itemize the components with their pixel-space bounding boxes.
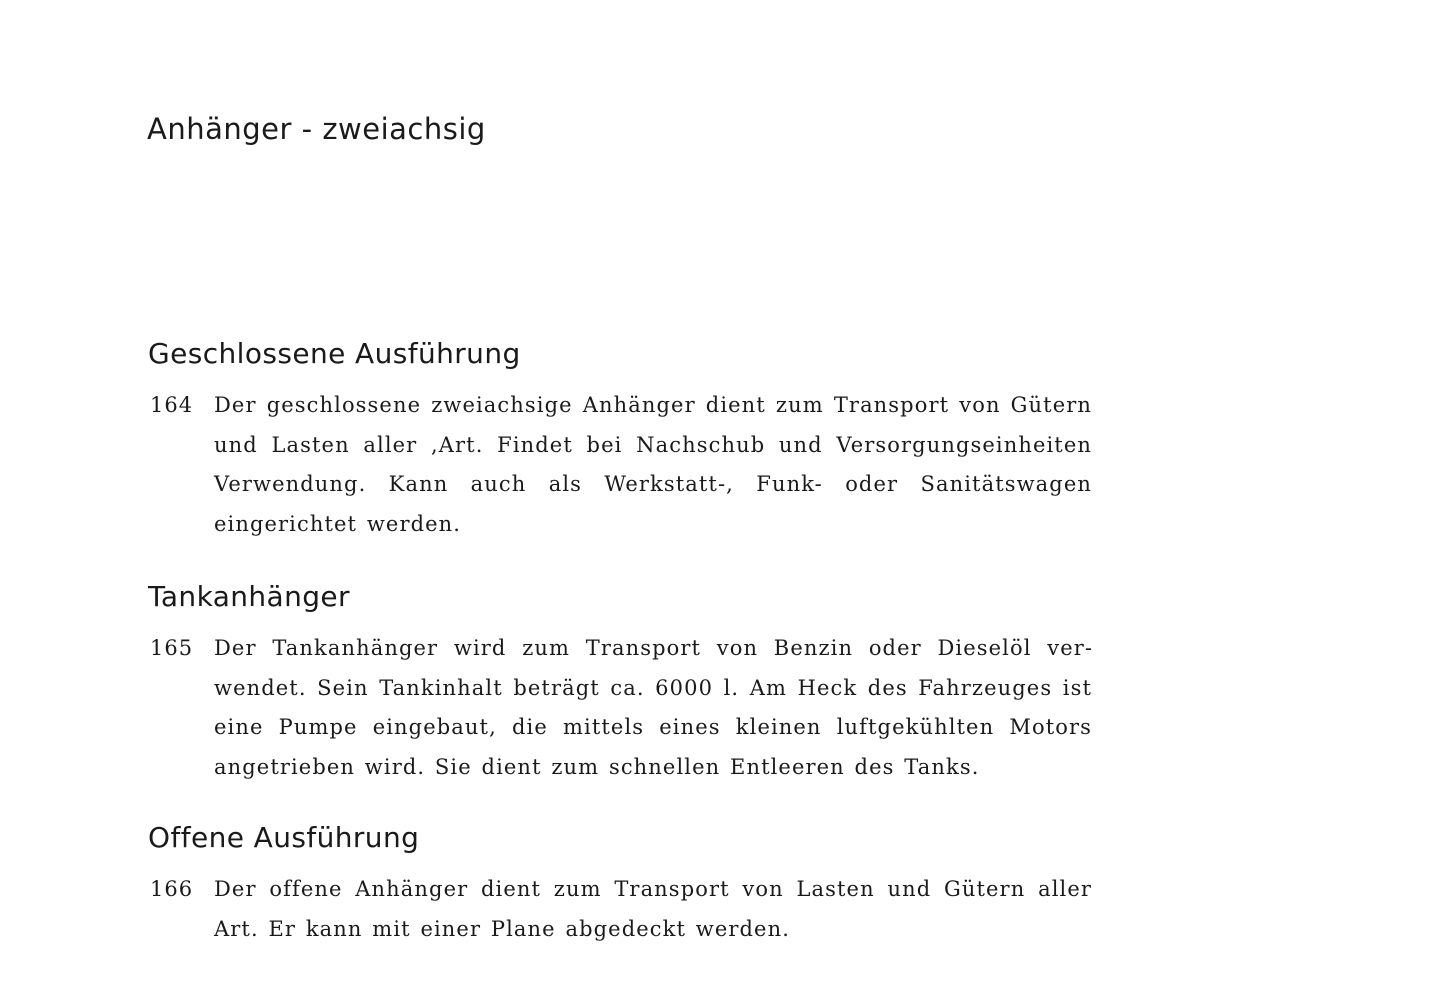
paragraph <box>148 629 1098 787</box>
section-heading: Geschlossene Ausführung <box>148 337 521 370</box>
section-tankanhaenger <box>148 580 1098 787</box>
paragraph <box>148 386 1098 544</box>
section-offene-ausfuehrung <box>148 821 1098 949</box>
paragraph <box>148 870 1098 949</box>
paragraph-text: Der offene Anhänger dient zum Transport von Lasten und Gütern aller Art. Er kann mit einer Plane abgedeckt werden. <box>214 877 1092 941</box>
page-title: Anhänger - zweiachsig <box>147 112 486 146</box>
paragraph-text: Der geschlossene zweiachsige Anhänger dient zum Transport von Gütern und Lasten aller ,Art. Findet bei Nachschub und Versorgungseinheiten Verwendung. Kann auch als Werkstatt-, Funk- oder Sanitätswagen eingerichtet werden. <box>214 393 1092 536</box>
section-heading: Tankanhänger <box>148 580 350 613</box>
section-heading: Offene Ausführung <box>148 821 420 854</box>
paragraph-text: Der Tankanhänger wird zum Transport von Benzin oder Dieselöl verwendet. Sein Tankinhalt beträgt ca. 6000 l. Am Heck des Fahrzeuges ist eine Pumpe eingebaut, die mittels eines kleinen luftgekühlten Motors angetrieben wird. Sie dient zum schnellen Entleeren des Tanks. <box>214 636 1092 779</box>
paragraph-number: 164 <box>150 393 194 417</box>
paragraph-number: 166 <box>150 877 194 901</box>
paragraph-number: 165 <box>150 636 194 660</box>
section-geschlossene-ausfuehrung <box>148 337 1098 544</box>
